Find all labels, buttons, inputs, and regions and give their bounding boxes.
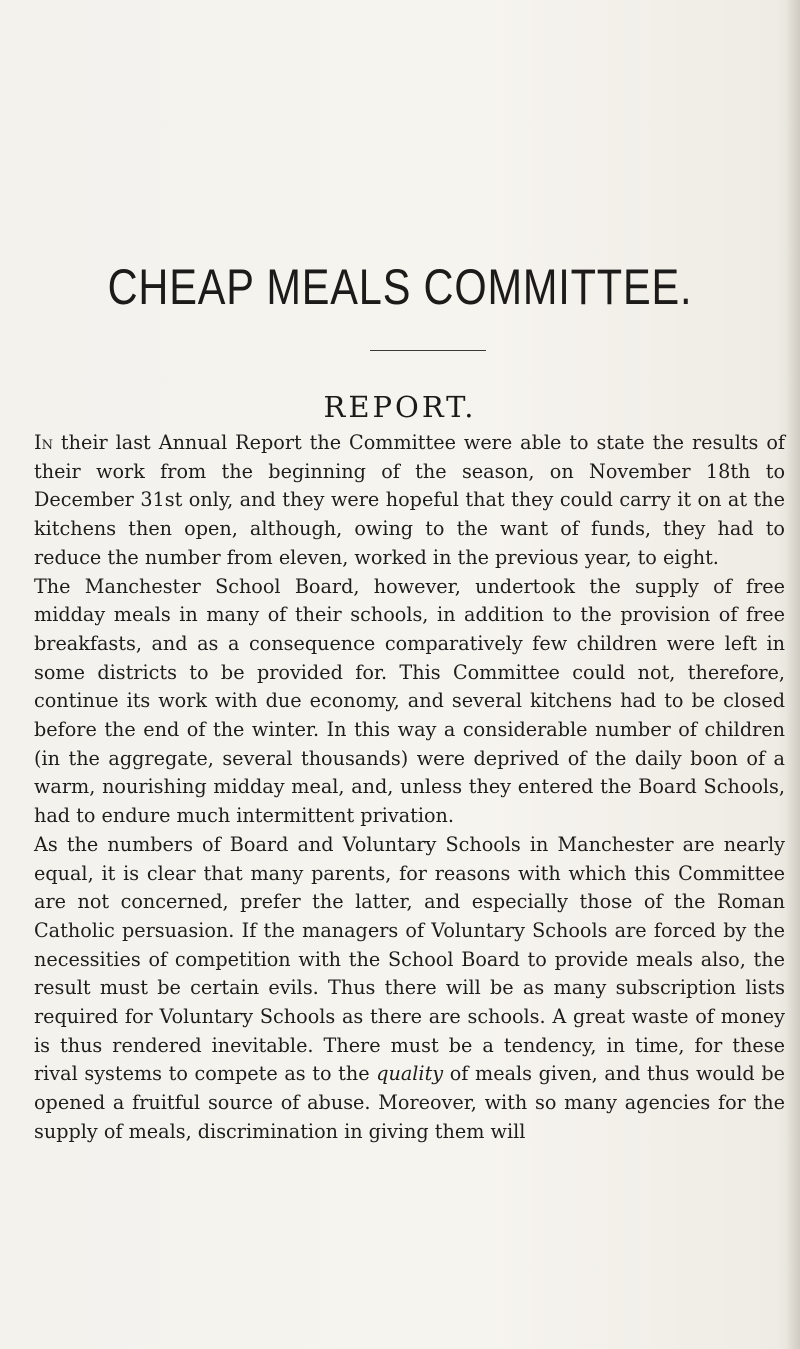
paragraph-text: The Manchester School Board, however, undertook the supply of free midday meals in many of their schools, in addition to the provision of free breakfasts, and as a consequence comparatively few children were left in some districts to be provided for. This Committee could not, therefore, continue its work with due economy, and several kitchens had to be closed before the end of the winter. In this way a considerable number of children (in the aggregate, several thousands) were deprived of the daily boon of a warm, nourishing midday meal, and, unless they entered the Board Schools, had to endure much intermittent privation.: [34, 574, 785, 828]
paragraph-lead-word: In: [34, 431, 53, 454]
paragraph-2: [34, 573, 785, 831]
title-divider: [370, 350, 486, 351]
paragraph-text: of meals given, and thus would be opened a fruitful source of abuse. Moreover, with so many agencies for the supply of meals, discrimination in giving them will: [34, 1062, 785, 1143]
paragraph-text: their last Annual Report the Committee were able to state the results of their work from the beginning of the season, on November 18th to December 31st only, and they were hopeful that they could carry it on at the kitchens then open, although, owing to the want of funds, they had to reduce the number from eleven, worked in the previous year, to eight.: [34, 431, 785, 569]
paragraph-3: [34, 831, 785, 1147]
report-body: [34, 429, 785, 1147]
document-title: CHEAP MEALS COMMITTEE.: [107, 259, 693, 315]
emphasized-word: quality: [376, 1062, 444, 1086]
section-heading: REPORT.: [323, 390, 477, 424]
page-edge-shadow: [786, 0, 800, 1349]
paragraph-1: [34, 429, 785, 573]
paragraph-text: As the numbers of Board and Voluntary Schools in Manchester are nearly equal, it is clear that many parents, for reasons with which this Committee are not concerned, prefer the latter, and especially those of the Roman Catholic persuasion. If the managers of Voluntary Schools are forced by the necessities of competition with the School Board to provide meals also, the result must be certain evils. Thus there will be as many subscription lists required for Voluntary Schools as there are schools. A great waste of money is thus rendered inevitable. There must be a tendency, in time, for these rival systems to compete as to the: [34, 832, 785, 1086]
